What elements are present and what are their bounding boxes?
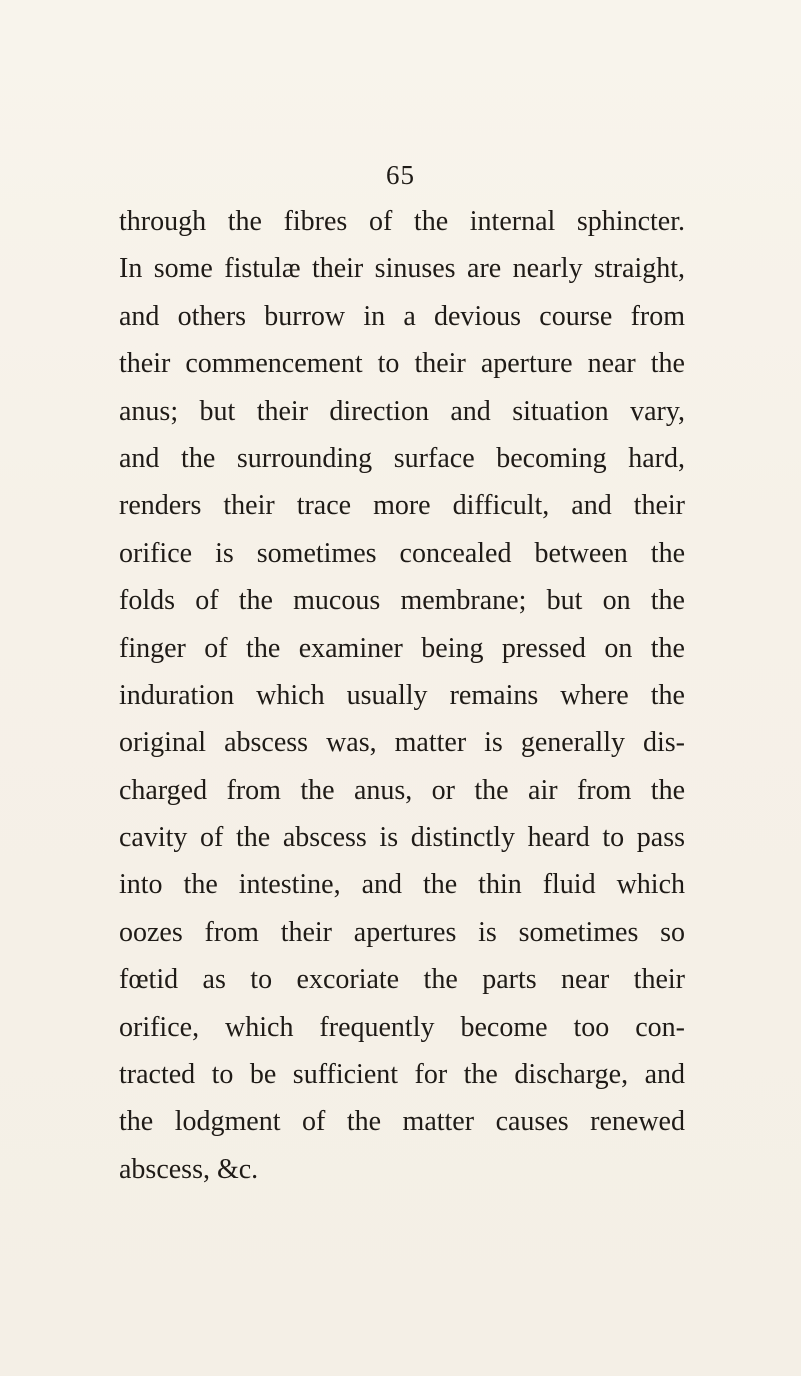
text-line: anus; but their direction and situation vary, [119,395,685,427]
page-number: 65 [386,160,415,190]
text-line: induration which usually remains where the [119,679,685,711]
text-line: In some fistulæ their sinuses are nearly straight, [119,253,685,285]
text-line: the lodgment of the matter causes renewed [119,1106,685,1138]
text-line: oozes from their apertures is sometimes so [119,916,685,948]
text-line: orifice is sometimes concealed between the [119,537,685,569]
text-line: tracted to be sufficient for the discharge, and [119,1059,685,1091]
text-line: and others burrow in a devious course from [119,300,685,332]
text-line: abscess, &c. [119,1153,259,1185]
text-line: into the intestine, and the thin fluid which [119,869,685,901]
text-line: and the surrounding surface becoming hard, [119,442,685,474]
text-line: cavity of the abscess is distinctly heard to pass [119,822,685,854]
body-text [119,198,685,1193]
text-line: orifice, which frequently become too con- [119,1011,685,1043]
text-line: through the fibres of the internal sphincter. [119,206,685,237]
text-line: their commencement to their aperture near the [119,348,685,380]
text-line: finger of the examiner being pressed on the [119,632,685,664]
text-line: folds of the mucous membrane; but on the [119,585,685,617]
text-line: renders their trace more difficult, and their [119,490,685,522]
text-line: charged from the anus, or the air from the [119,774,685,806]
text-line: fœtid as to excoriate the parts near their [119,964,685,996]
text-line: original abscess was, matter is generally dis- [119,727,685,759]
